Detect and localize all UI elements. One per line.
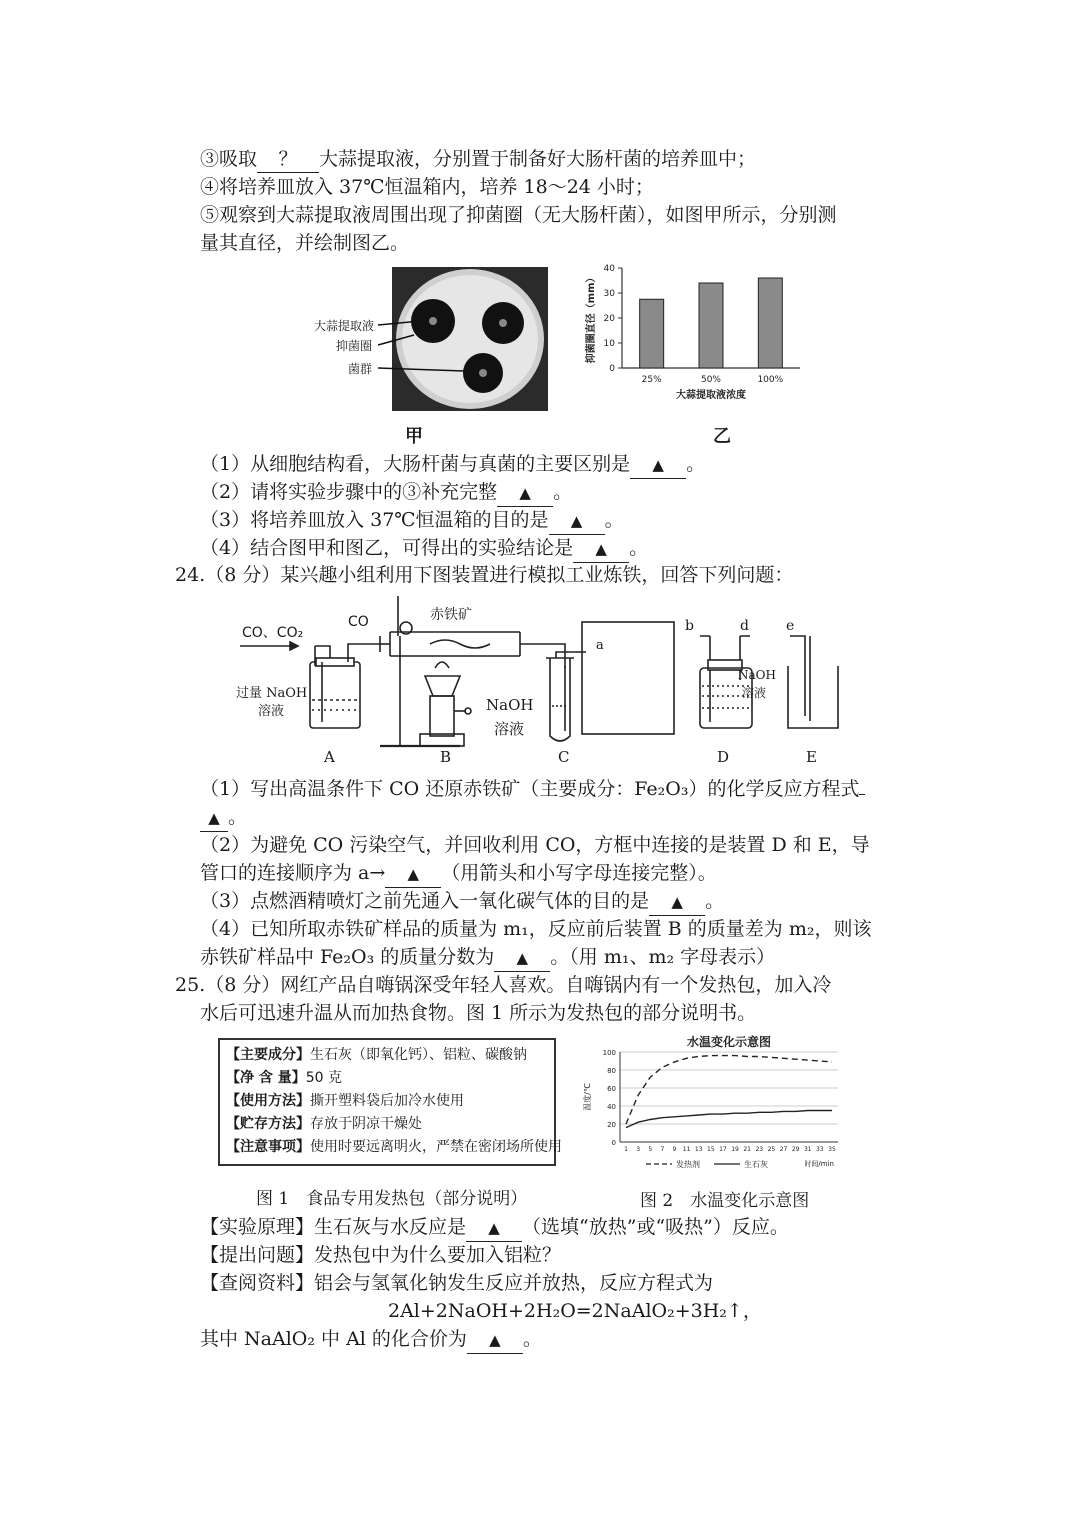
- answer-blank[interactable]: [859, 794, 865, 795]
- x-tick-label: 7: [660, 1146, 665, 1153]
- x-tick-label: 25%: [641, 375, 662, 385]
- q23-part4: （4）结合图甲和图乙，可得出的实验结论是 ▲ 。: [200, 535, 648, 563]
- x-tick-label: 100%: [757, 375, 784, 385]
- x-tick-label: 35: [828, 1146, 836, 1153]
- apparatus-figure: [230, 596, 850, 772]
- bar-chart: [580, 258, 820, 418]
- x-axis-label: 时间/min: [804, 1160, 834, 1168]
- x-tick-label: 50%: [700, 375, 722, 385]
- answer-blank[interactable]: ▲: [497, 479, 553, 507]
- label-co: CO: [348, 614, 369, 630]
- q23-part2: （2）请将实验步骤中的③补充完整 ▲ 。: [200, 479, 572, 507]
- bar: [758, 278, 782, 368]
- label-port-a: a: [596, 638, 604, 653]
- step-3: ③吸取 ？ 大蒜提取液，分别置于制备好大肠杆菌的培养皿中；: [200, 146, 756, 173]
- y-tick-label: 40: [603, 264, 615, 274]
- x-tick-label: 33: [816, 1146, 824, 1153]
- step-5-line2: 量其直径，并绘制图乙。: [200, 232, 410, 254]
- x-tick-label: 27: [779, 1146, 788, 1153]
- manual-row: 【贮存方法】存放于阴凉干燥处: [226, 1116, 422, 1132]
- legend-label: 生石灰: [744, 1160, 768, 1169]
- answer-blank[interactable]: ？: [257, 146, 319, 173]
- x-axis-label: 大蒜提取液浓度: [676, 390, 746, 401]
- x-tick-label: 9: [672, 1146, 677, 1153]
- label-port-d: d: [740, 618, 749, 634]
- answer-blank[interactable]: ▲: [200, 804, 228, 832]
- label-solution-c: 溶液: [494, 720, 525, 738]
- y-tick-label: 20: [603, 314, 615, 324]
- q24-part1-blank: ▲ 。: [200, 804, 247, 832]
- x-tick-label: 23: [755, 1146, 764, 1153]
- step-4: ④将培养皿放入 37℃恒温箱内，培养 18～24 小时；: [200, 176, 654, 198]
- chart-title: 水温变化示意图: [686, 1035, 772, 1049]
- bar: [699, 283, 723, 368]
- y-tick-label: 60: [607, 1085, 616, 1093]
- q25-last: 其中 NaAlO₂ 中 Al 的化合价为 ▲ 。: [200, 1326, 542, 1354]
- label-zone: 抑菌圈: [336, 339, 373, 353]
- q24-header: 24.（8 分）某兴趣小组利用下图装置进行模拟工业炼铁，回答下列问题：: [175, 564, 794, 586]
- manual-row: 【净 含 量】50 克: [226, 1070, 343, 1086]
- q23-part3: （3）将培养皿放入 37℃恒温箱的目的是 ▲ 。: [200, 507, 624, 535]
- x-tick-label: 11: [682, 1146, 691, 1153]
- x-tick-label: 15: [707, 1146, 715, 1153]
- x-tick-label: 21: [743, 1146, 751, 1153]
- answer-blank[interactable]: ▲: [630, 451, 686, 479]
- caption-yi: 乙: [713, 426, 731, 447]
- q25-info: 【查阅资料】铝会与氢氧化钠发生反应并放热，反应方程式为: [200, 1272, 714, 1294]
- q24-part4-line1: （4）已知所取赤铁矿样品的质量为 m₁，反应前后装置 B 的质量差为 m₂，则该: [200, 918, 872, 940]
- series-line: [626, 1111, 832, 1128]
- q25-question: 【提出问题】发热包中为什么要加入铝粒？: [200, 1244, 562, 1266]
- manual-row: 【使用方法】撕开塑料袋后加冷水使用: [226, 1093, 464, 1109]
- q25-principle: 【实验原理】生石灰与水反应是 ▲ （选填“放热”或“吸热”）反应。: [200, 1214, 789, 1242]
- q24-part2-line1: （2）为避免 CO 污染空气，并回收利用 CO，方框中连接的是装置 D 和 E，导: [200, 834, 870, 856]
- label-A: A: [324, 748, 335, 766]
- label-E: E: [806, 748, 817, 766]
- label-garlic: 大蒜提取液: [314, 319, 375, 333]
- legend-label: 发热剂: [676, 1160, 700, 1169]
- x-tick-label: 5: [648, 1146, 653, 1153]
- label-solution-a: 溶液: [258, 704, 285, 719]
- q24-part4-line2: 赤铁矿样品中 Fe₂O₃ 的质量分数为 ▲ 。（用 m₁、m₂ 字母表示）: [200, 944, 775, 972]
- label-solution-d: 溶液: [742, 686, 767, 700]
- x-tick-label: 31: [803, 1146, 812, 1153]
- label-naoh-excess: 过量 NaOH: [236, 686, 308, 701]
- x-tick-label: 17: [719, 1146, 727, 1153]
- answer-blank[interactable]: ▲: [494, 944, 550, 972]
- answer-blank[interactable]: ▲: [649, 888, 705, 916]
- y-tick-label: 0: [611, 1139, 616, 1147]
- y-tick-label: 20: [607, 1121, 616, 1129]
- x-tick-label: 25: [767, 1146, 776, 1153]
- label-B: B: [440, 748, 452, 766]
- label-C: C: [558, 748, 570, 766]
- q24-part1: （1）写出高温条件下 CO 还原赤铁矿（主要成分：Fe₂O₃）的化学反应方程式: [200, 776, 865, 802]
- x-tick-label: 19: [731, 1146, 739, 1153]
- y-tick-label: 10: [603, 339, 615, 349]
- y-tick-label: 0: [609, 364, 615, 374]
- q25-header-line2: 水后可迅速升温从而加热食物。图 1 所示为发热包的部分说明书。: [200, 1002, 757, 1024]
- bar: [640, 299, 664, 368]
- y-axis-label: 抑菌圈直径（mm）: [586, 272, 597, 364]
- figure-jia: [310, 265, 550, 415]
- label-port-b: b: [685, 618, 694, 634]
- manual-row: 【注意事项】使用时要远离明火，严禁在密闭场所使用: [226, 1139, 562, 1155]
- y-tick-label: 80: [607, 1067, 616, 1075]
- q23-part1: （1）从细胞结构看，大肠杆菌与真菌的主要区别是 ▲ 。: [200, 451, 705, 479]
- x-tick-label: 13: [694, 1146, 703, 1153]
- label-naoh-d: NaOH: [738, 668, 776, 682]
- q25-equation: 2Al+2NaOH+2H₂O=2NaAlO₂+3H₂↑，: [388, 1300, 762, 1322]
- manual-row: 【主要成分】生石灰（即氧化钙）、铝粒、碳酸钠: [226, 1047, 527, 1063]
- step-5-line1: ⑤观察到大蒜提取液周围出现了抑菌圈（无大肠杆菌），如图甲所示，分别测: [200, 204, 837, 226]
- label-port-e: e: [786, 618, 795, 634]
- answer-blank[interactable]: ▲: [385, 860, 441, 888]
- water-temp-chart: [576, 1030, 846, 1178]
- fig2-caption: 图 2 水温变化示意图: [640, 1191, 810, 1211]
- y-tick-label: 40: [607, 1103, 616, 1111]
- answer-blank[interactable]: ▲: [573, 535, 629, 563]
- label-naoh-c: NaOH: [486, 696, 534, 714]
- label-gas-in: CO、CO₂: [242, 625, 304, 641]
- caption-jia: 甲: [405, 426, 423, 447]
- q24-part2-line2: 管口的连接顺序为 a→ ▲ （用箭头和小写字母连接完整）。: [200, 860, 717, 888]
- fig1-caption: 图 1 食品专用发热包（部分说明）: [256, 1189, 528, 1209]
- q24-part3: （3）点燃酒精喷灯之前先通入一氧化碳气体的目的是 ▲ 。: [200, 888, 724, 916]
- answer-blank[interactable]: ▲: [467, 1326, 523, 1354]
- answer-blank[interactable]: ▲: [549, 507, 605, 535]
- y-tick-label: 100: [602, 1049, 616, 1057]
- label-D: D: [717, 748, 730, 766]
- x-tick-label: 3: [636, 1146, 641, 1153]
- x-tick-label: 29: [791, 1146, 800, 1153]
- q25-header-line1: 25.（8 分）网红产品自嗨锅深受年轻人喜欢。自嗨锅内有一个发热包，加入冷: [175, 974, 832, 996]
- y-tick-label: 30: [603, 289, 615, 299]
- label-colony: 菌群: [348, 362, 373, 376]
- x-tick-label: 1: [624, 1146, 628, 1153]
- label-ore: 赤铁矿: [430, 607, 472, 623]
- manual-box: [218, 1038, 562, 1166]
- y-axis-label: 温度/℃: [583, 1083, 592, 1111]
- answer-blank[interactable]: ▲: [466, 1214, 522, 1242]
